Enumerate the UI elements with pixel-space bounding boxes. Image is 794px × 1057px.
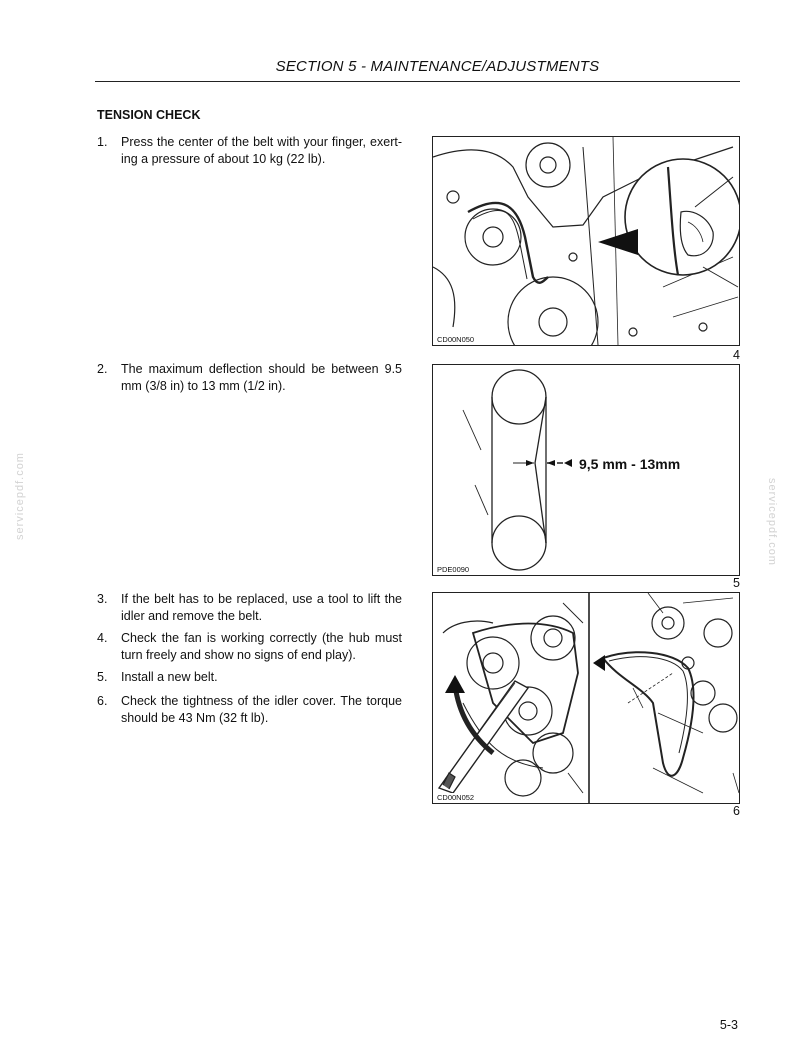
figure-code: PDE0090	[437, 565, 470, 574]
figure-number: 6	[733, 804, 740, 818]
step-6	[97, 693, 402, 727]
engine-belt-illustration	[433, 137, 739, 345]
page-header	[95, 58, 740, 82]
step-1	[97, 134, 402, 168]
step-number: 2.	[97, 362, 108, 376]
step-text: Check the tightness of the idler cover. The torque should be 43 Nm (32 ft lb).	[121, 694, 402, 725]
figure-number: 4	[733, 348, 740, 362]
step-number: 4.	[97, 631, 108, 645]
step-number: 3.	[97, 592, 108, 606]
step-text: If the belt has to be replaced, use a tool to lift the idler and remove the belt.	[121, 592, 402, 623]
watermark-right: servicepdf.com	[766, 478, 778, 566]
deflection-label: 9,5 mm - 13mm	[579, 456, 681, 472]
step-number: 5.	[97, 670, 108, 684]
step-text: Check the fan is working correctly (the hub must turn freely and show no signs of end play).	[121, 631, 402, 662]
section-title: SECTION 5 - MAINTENANCE/ADJUSTMENTS	[275, 58, 600, 75]
step-3	[97, 591, 402, 625]
watermark-left: servicepdf.com	[14, 452, 26, 540]
step-4	[97, 630, 402, 664]
step-number: 1.	[97, 135, 108, 149]
tension-check-heading: TENSION CHECK	[97, 108, 201, 122]
figure-code: CD00N050	[437, 335, 475, 344]
step-text: Install a new belt.	[121, 670, 218, 684]
step-text: The maximum deflection should be between 9.5 mm (3/8 in) to 13 mm (1/2 in).	[121, 362, 402, 393]
step-2	[97, 361, 402, 395]
step-text: Press the center of the belt with your finger, exert-ing a pressure of about 10 kg (22 lb).	[121, 135, 402, 166]
step-5	[97, 669, 402, 686]
figure-deflection	[432, 364, 740, 576]
figure-number: 5	[733, 576, 740, 590]
idler-tool-illustration	[433, 593, 739, 803]
step-number: 6.	[97, 694, 108, 708]
page-number: 5-3	[719, 1018, 738, 1032]
figure-code: CD00N052	[437, 793, 475, 802]
figure-belt-press	[432, 136, 740, 346]
figure-belt-replace	[432, 592, 740, 804]
